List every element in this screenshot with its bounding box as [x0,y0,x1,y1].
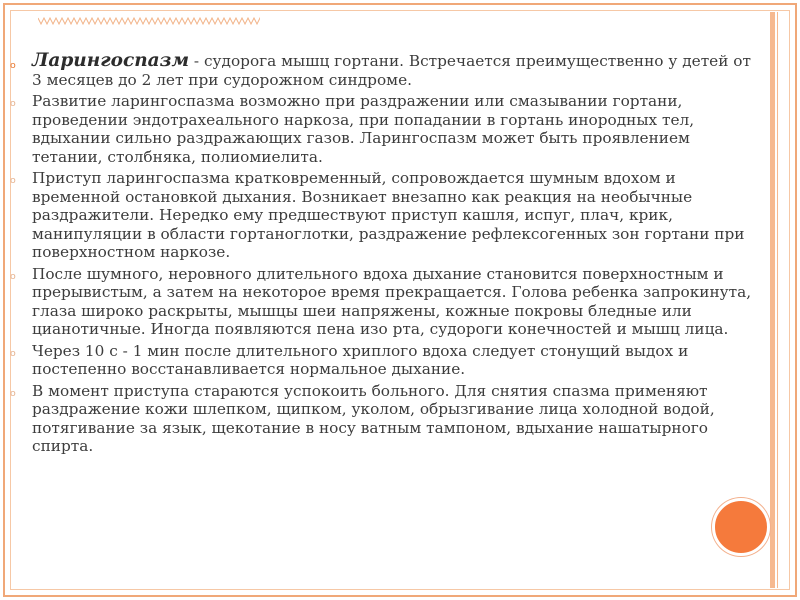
bullet-icon: ₒ [10,381,17,400]
item-text: Приступ ларингоспазма кратковременный, сопровождается шумным вдохом и временной остановкой дыхания. Возникает внезапно как реакция на необычные раздражители. Нередко ему предшествуют приступ кашля, испуг, плач, крик, манипуляции в области гортаноглотки, раздражение рефлексогенных зон гортани при поверхностном наркозе. [32,169,745,261]
bullet-item-4 [10,265,760,339]
bullet-icon: ₒ [10,169,17,187]
bullet-item-1 [10,52,760,89]
bullet-item-3 [10,169,760,262]
bullet-item-5 [10,342,760,379]
bullet-icon: ₒ [10,264,17,283]
item-text: Через 10 с - 1 мин после длительного хриплого вдоха следует стонущий выдох и постепенно восстанавливается нормальное дыхание. [32,341,689,378]
term-title: Ларингоспазм [32,50,190,71]
zigzag-decoration [38,16,260,26]
item-text: Развитие ларингоспазма возможно при раздражении или смазывании гортани, проведении эндотрахеального наркоза, при попадании в гортань инородных тел, вдыхании сильно раздражающих газов. Ларингоспазм может быть проявлением тетании, столбняка, полиомиелита. [32,92,695,166]
right-decorative-bar [770,12,775,588]
accent-circle [712,498,770,556]
item-text: В момент приступа стараются успокоить больного. Для снятия спазма применяют раздражение кожи шлепком, щипком, уколом, обрызгивание лица холодной водой, потягивание за язык, щекотание в носу ватным тампоном, вдыхание нашатырного спирта. [32,381,715,455]
bullet-icon: ₒ [10,54,17,72]
item-text: После шумного, неровного длительного вдоха дыхание становится поверхностным и прерывистым, а затем на некоторое время прекращается. Голова ребенка запрокинута, глаза широко раскрыты, мышцы шеи напряжены, кожные покровы бледные или цианотичные. Иногда появляются пена изо рта, судороги конечностей и мышц лица. [32,264,752,338]
item-text: - судорога мышц гортани. Встречается преимущественно у детей от 3 месяцев до 2 лет при судорожном синдроме. [32,52,751,89]
bullet-icon: ₒ [10,92,17,110]
bullet-item-6 [10,382,760,456]
bullet-item-2 [10,92,760,166]
bullet-icon: ₒ [10,341,17,360]
slide-body [10,52,760,459]
right-decorative-line [777,12,778,588]
